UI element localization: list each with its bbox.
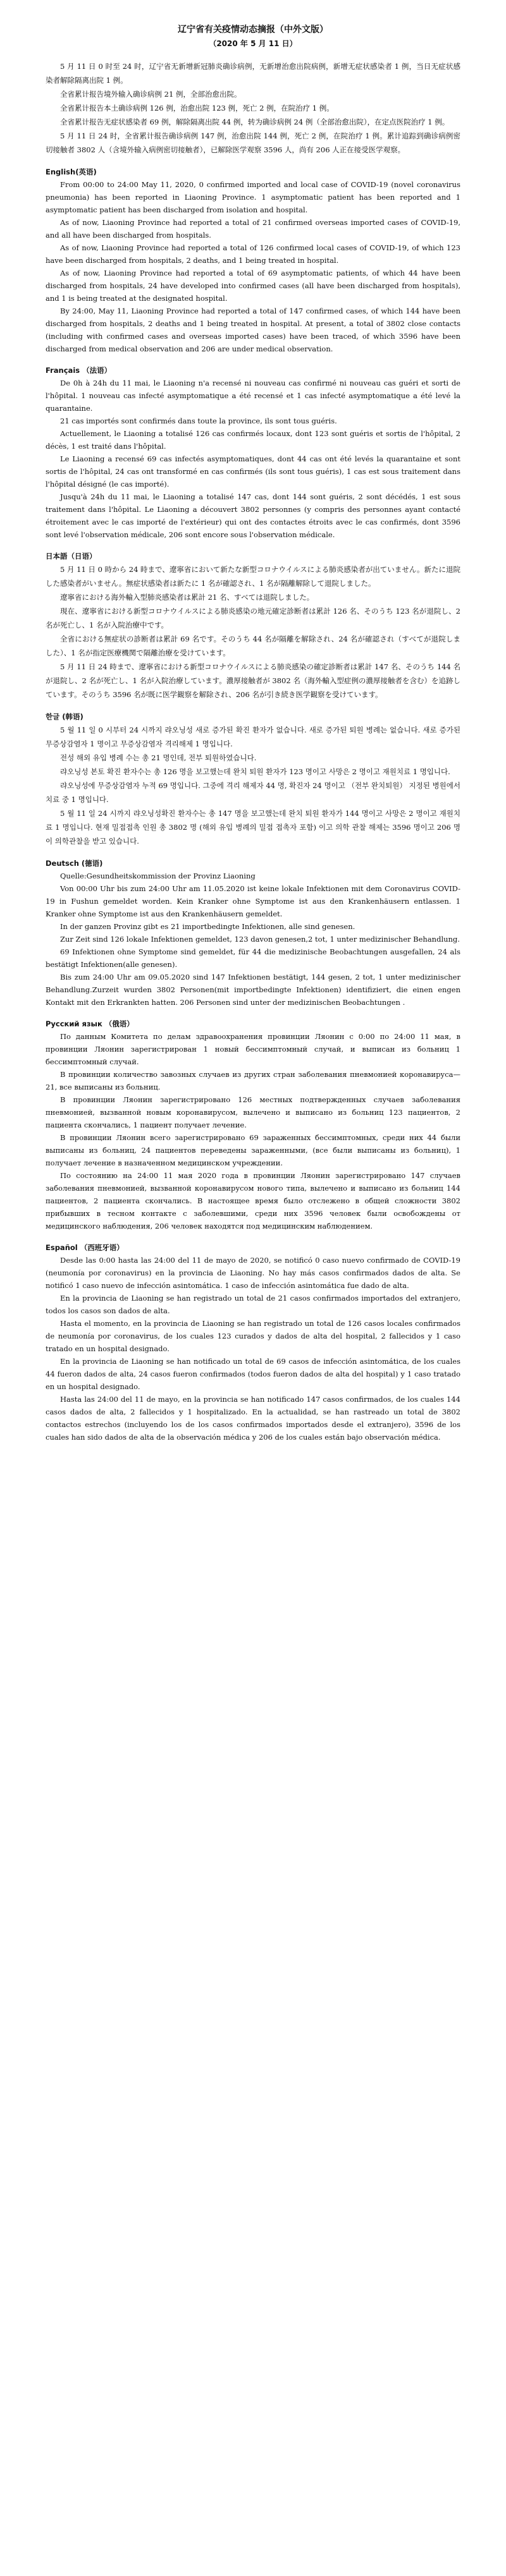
ja-paragraph: 遼寧省における海外輸入型肺炎感染者は累計 21 名、すべては退院しました。: [60, 593, 314, 602]
ko-paragraph: 5 월 11 일 0 시부터 24 시까지 랴오닝성 새로 증가된 확진 환자가 없습니다. 새로 증가된 퇴원 병례는 없습니다. 새로 증가된 무증상감염자 1 명이고 무증상감염자 격리해제 1 명입니다.: [46, 726, 460, 748]
fr-paragraph: Le Liaoning a recensé 69 cas infectés asymptomatiques, dont 44 cas ont été levés la quarantaine et sont sortis de l'hôpital, 24 cas ont transformé en cas confirmés (ils sont tous guéris), 1 cas est sous traitement dans l'hôpital désigné (le cas importé).: [46, 454, 460, 489]
ja-paragraph: 5 月 11 日 0 時から 24 時まで、遼寧省において新たな新型コロナウイルスによる肺炎感染者が出ていません。新たに退院した感染者がいません。無症状感染者は新たに 1 名が確認され、1 名が隔離解除して退院しました。: [46, 565, 460, 588]
zh-paragraph: 5 月 11 日 24 时，全省累计报告确诊病例 147 例，治愈出院 144 例，死亡 2 例，在院治疗 1 例。累计追踪到确诊病例密切接触者 3802 人（含境外输入病例密切接触者），已解除医学观察 3596 人，尚有 206 人正在接受医学观察。: [46, 131, 460, 154]
de-paragraph: Bis zum 24:00 Uhr am 09.05.2020 sind 147 Infektionen bestätigt, 144 gesen, 2 tot, 1 unter medizinischer Behandlung.Zurzeit wurden 3802 Personen(mit importbedingte Infektionen) identifiziert, die einen engen Kontakt mit den Erkrankten hatten. 206 Personen sind unter der medizinischen Beobachtungen .: [46, 973, 460, 1007]
section-heading-french: Français （法语）: [46, 366, 112, 375]
zh-paragraph: 全省累计报告境外输入确诊病例 21 例，全部治愈出院。: [60, 90, 242, 99]
section-heading-korean: 한글 (韩语): [46, 712, 83, 721]
ko-paragraph: 랴오닝성에 무증상감염자 누적 69 명입니다. 그중에 격리 해제자 44 명, 확진자 24 명이고 （전부 완치퇴원） 지정된 병원에서 치료 중 1 명입니다.: [46, 781, 460, 804]
de-paragraph: Von 00:00 Uhr bis zum 24:00 Uhr am 11.05.2020 ist keine lokale Infektionen mit dem Coronavirus COVID-19 in Fushun gemeldet worden. Kein Kranker ohne Symptome ist aus den Krankenhäusern entlassen. 1 Kranker ohne Symptome ist aus den Krankenhäusern gemeldet.: [46, 884, 460, 918]
zh-paragraph: 全省累计报告无症状感染者 69 例，解除隔离出院 44 例，转为确诊病例 24 例（全部治愈出院），在定点医院治疗 1 例。: [60, 118, 450, 126]
section-chinese: [46, 59, 460, 157]
section-heading-japanese: 日本語（日语）: [46, 552, 97, 561]
ko-paragraph: 랴오닝성 본토 확진 환자수는 총 126 명을 보고했는데 완치 퇴원 환자가 123 명이고 사망은 2 명이고 재원치료 1 명입니다.: [60, 767, 450, 776]
de-paragraph: In der ganzen Provinz gibt es 21 importbedingte Infektionen, alle sind genesen.: [60, 922, 355, 931]
section-spanish: [46, 1241, 460, 1443]
section-english: [46, 166, 460, 355]
ko-paragraph: 5 월 11 일 24 시까지 랴오닝성확진 환자수는 총 147 명을 보고했는데 완치 퇴원 환자가 144 명이고 사망은 2 명이고 재원치료 1 명입니다. 현재 밀접접촉 인원 총 3802 명 (해외 유입 병례의 밀접 접촉자 포함) 이고 의학 관찰 해제는 3596 명이고 206 명이 의학관찰을 받고 있습니다.: [46, 809, 460, 846]
es-paragraph: Desde las 0:00 hasta las 24:00 del 11 de mayo de 2020, se notificó 0 caso nuevo confirmado de COVID-19 (neumonía por coronavirus) en la provincia de Liaoning. No hay más casos confirmados dados de alta. Se notificó 1 caso nuevo de infección asintomática. 1 caso de infección asintomática fue dado de alta.: [46, 1256, 460, 1290]
section-japanese: [46, 550, 460, 702]
ja-paragraph: 5 月 11 日 24 時まで、遼寧省における新型コロナウイルスによる肺炎感染の確定診断者は累計 147 名、そのうち 144 名が退院し、2 名が死亡し、1 名が入院治療しています。濃厚接触者が 3802 名（海外輸入型症例の濃厚接触者を含む）を追跡しています。そのうち 3596 名が既に医学観察を解除され、206 名が引き続き医学観察を受けています。: [46, 662, 460, 699]
fr-paragraph: Jusqu'à 24h du 11 mai, le Liaoning a totalisé 147 cas, dont 144 sont guéris, 2 sont décédés, 1 est sous traitement dans l'hôpital. Le Liaoning a découvert 3802 personnes (y compris des personnes ayant contacté étroitement avec le cas importé de l'extérieur) qui ont des contactes étroits avec le cas confirmés, dont 3596 sont levé l'observation médicale, 206 sont encore sous l'observation médicale.: [46, 492, 460, 539]
fr-paragraph: De 0h à 24h du 11 mai, le Liaoning n'a recensé ni nouveau cas confirmé ni nouveau cas guéri et sorti de l'hôpital. 1 nouveau cas infecté asymptomatique a été recensé et 1 cas infecté asymptomatique a été levé la quarantaine.: [46, 379, 460, 413]
zh-paragraph: 5 月 11 日 0 时至 24 时，辽宁省无新增新冠肺炎确诊病例，无新增治愈出院病例，新增无症状感染者 1 例，当日无症状感染者解除隔离出院 1 例。: [46, 62, 460, 85]
en-paragraph: As of now, Liaoning Province had reported a total of 126 confirmed local cases of COVID-19, of which 123 have been discharged from hospitals, 2 deaths, and 1 being treated in hospital.: [46, 243, 460, 265]
de-source-line: Quelle:Gesundheitskommission der Provinz Liaoning: [60, 872, 256, 880]
section-german: [46, 857, 460, 1009]
section-korean: [46, 710, 460, 848]
document-title: 辽宁省有关疫情动态摘报（中外文版）: [178, 25, 328, 35]
ru-paragraph: По состоянию на 24:00 11 мая 2020 года в провинции Ляонин зарегистрировано 147 случаев заболевания пневмонией, вызванной коронавирусом нового типа, вылечено и выписано из больниц 144 пациентов, 2 пациента скончались. В настоящее время было отслежено в общей сложности 3802 прибывших в тесном контакте с заболевшими, среди них 3596 человек были освобождены от медицинского наблюдения, 206 человек находятся под медицинским наблюдением.: [46, 1171, 460, 1230]
document-date: （2020 年 5 月 11 日）: [209, 39, 297, 48]
ru-paragraph: В провинции количество завозных случаев из других стран заболевания пневмонией коронавируса—21, все выписаны из больниц.: [46, 1070, 460, 1091]
ru-paragraph: В провинции Ляонин зарегистрировано 126 местных подтвержденных случаев заболевания пневмонией, вызванной новым коронавирусом, вылечено и выписано из больниц 123 пациентов, 2 пациента скончались, 1 пациент получает лечение.: [46, 1095, 460, 1129]
section-russian: [46, 1018, 460, 1232]
es-paragraph: Hasta las 24:00 del 11 de mayo, en la provincia se han notificado 147 casos confirmados, de los cuales 144 casos dados de alta, 2 fallecidos y 1 hospitalizado. En la actualidad, se han rastreado un total de 3802 contactos estrechos (incluyendo los de los casos confirmados importados desde el extranjero), 3596 de los cuales han sido dados de alta de la observación médica y 206 de los cuales están bajo observación médica.: [46, 1395, 460, 1442]
ko-paragraph: 전성 해외 유입 병례 수는 총 21 명인데, 전부 퇴원하였습니다.: [60, 753, 257, 762]
ru-paragraph: По данным Комитета по делам здравоохранения провинции Ляонин с 0:00 по 24:00 11 мая, в провинции Ляонин зарегистрирован 1 новый бессимптомный случай, и выписан из больниц 1 бессимптомный случай.: [46, 1032, 460, 1066]
section-heading-english: English(英语): [46, 167, 97, 176]
en-paragraph: From 00:00 to 24:00 May 11, 2020, 0 confirmed imported and local case of COVID-19 (novel coronavirus pneumonia) has been reported in Liaoning Province. 1 asymptomatic patient has been reported and 1 asymptomatic patient has been discharged from isolation and hospital.: [46, 180, 460, 214]
fr-paragraph: Actuellement, le Liaoning a totalisé 126 cas confirmés locaux, dont 123 sont guéris et sortis de l'hôpital, 2 décès, 1 est traité dans l'hôpital.: [46, 429, 460, 451]
es-paragraph: En la provincia de Liaoning se han notificado un total de 69 casos de infección asintomática, de los cuales 44 fueron dados de alta, 24 casos fueron confirmados (todos fueron dados de alta del hospital) y 1 caso tratado en un hospital designado.: [46, 1357, 460, 1391]
en-paragraph: As of now, Liaoning Province had reported a total of 21 confirmed overseas imported cases of COVID-19, and all have been discharged from hospitals.: [46, 218, 460, 240]
es-paragraph: Hasta el momento, en la provincia de Liaoning se han registrado un total de 126 casos locales confirmados de neumonía por coronavirus, de los cuales 123 curados y dados de alta del hospital, 2 fallecidos y 1 caso tratado en un hospital designado.: [46, 1319, 460, 1353]
es-paragraph: En la provincia de Liaoning se han registrado un total de 21 casos confirmados importados del extranjero, todos los casos son dados de alta.: [46, 1294, 460, 1315]
section-heading-russian: Русский язык （俄语）: [46, 1019, 134, 1028]
section-heading-german: Deutsch (德语): [46, 859, 103, 868]
en-paragraph: By 24:00, May 11, Liaoning Province had reported a total of 147 confirmed cases, of which 144 have been discharged from hospitals, 2 deaths and 1 being treated in hospital. At present, a total of 3802 close contacts (including with confirmed cases and overseas imported cases) have been traced, of which 3596 have been discharged from medical observation and 206 are under medical observation.: [46, 307, 460, 353]
ja-paragraph: 全省における無症状の診断者は累計 69 名です。そのうち 44 名が隔離を解除され、24 名が確認され（すべてが退院しました）、1 名が指定医療機関で隔離治療を受けています。: [46, 635, 460, 657]
ru-paragraph: В провинции Ляонин всего зарегистрировано 69 зараженных бессимптомных, среди них 44 были выписаны из больниц, 24 пациентов переведены зараженными, (все были выписаны из больниц), 1 получает лечение в назначенном медицинском учреждении.: [46, 1133, 460, 1167]
section-french: [46, 364, 460, 541]
de-paragraph: 69 Infektionen ohne Symptome sind gemeldet, für 44 die medizinische Beobachtungen ausgefallen, 24 als bestätigt Infektionen(alle genesen).: [46, 947, 460, 969]
fr-paragraph: 21 cas importés sont confirmés dans toute la province, ils sont tous guéris.: [60, 416, 337, 425]
en-paragraph: As of now, Liaoning Province had reported a total of 69 asymptomatic patients, of which 44 have been discharged from hospitals, 24 have developed into confirmed cases (all have been discharged from hospitals), and 1 is being treated at the designated hospital.: [46, 269, 460, 303]
section-heading-spanish: Español （西班牙语）: [46, 1243, 124, 1252]
ja-paragraph: 現在、遼寧省における新型コロナウイルスによる肺炎感染の地元確定診断者は累計 126 名、そのうち 123 名が退院し、2 名が死亡し、1 名が入院治療中です。: [46, 607, 460, 629]
zh-paragraph: 全省累计报告本土确诊病例 126 例，治愈出院 123 例，死亡 2 例，在院治疗 1 例。: [60, 104, 334, 112]
de-paragraph: Zur Zeit sind 126 lokale Infektionen gemeldet, 123 davon genesen,2 tot, 1 unter medizinischer Behandlung.: [60, 935, 460, 944]
